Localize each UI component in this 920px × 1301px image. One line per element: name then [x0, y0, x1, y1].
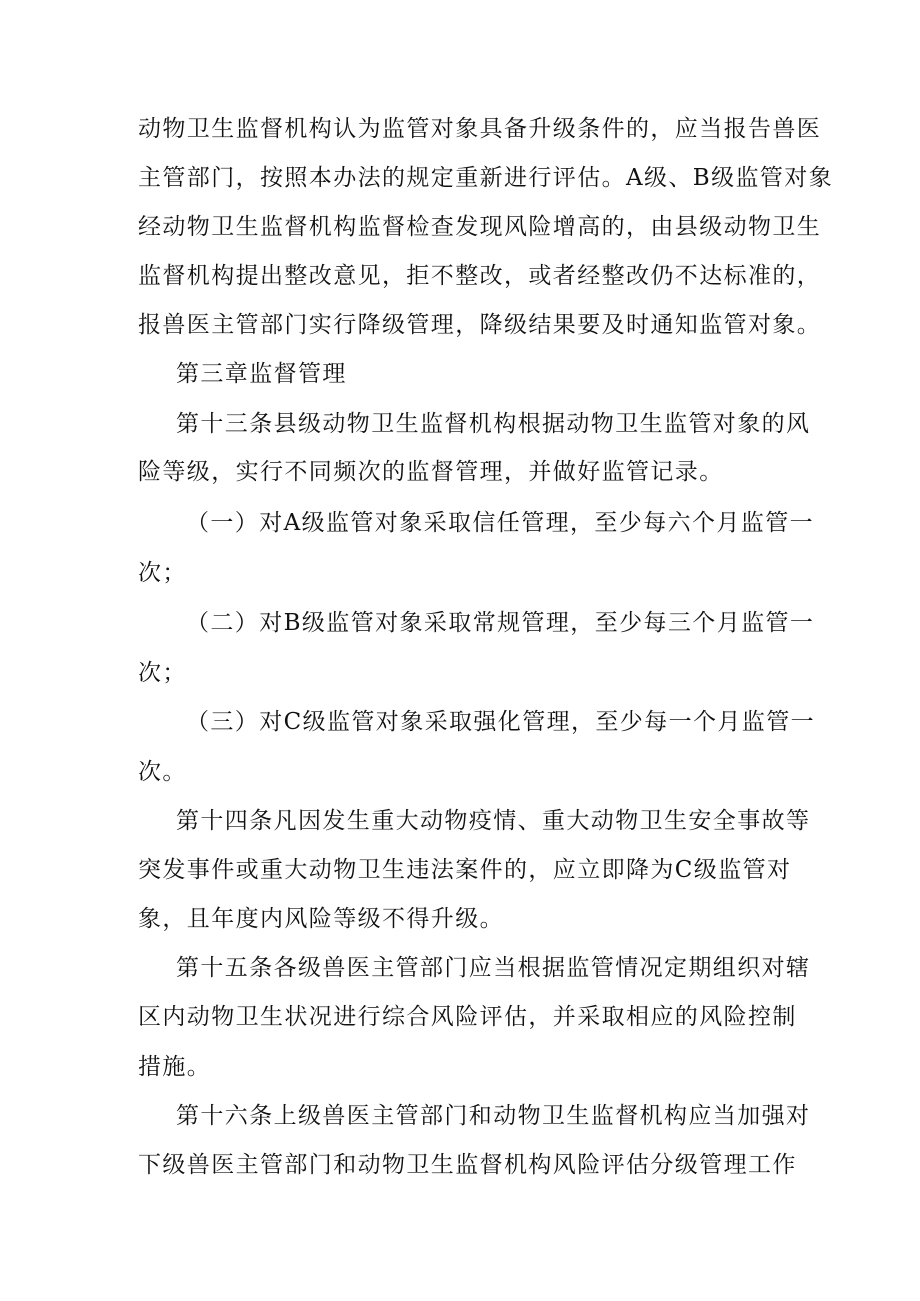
list-item-3: （三）对C级监管对象采取强化管理，至少每一个月监管一 — [186, 709, 815, 735]
text-line: 下级兽医主管部门和动物卫生监督机构风险评估分级管理工作 — [138, 1152, 797, 1178]
text-line: 次； — [138, 560, 187, 586]
text-line: 经动物卫生监督机构监督检查发现风险增高的，由县级动物卫生 — [138, 214, 822, 240]
article-16-line: 第十六条上级兽医主管部门和动物卫生监督机构应当加强对 — [176, 1103, 811, 1129]
text-line: 主管部门，按照本办法的规定重新进行评估。A级、B级监管对象 — [138, 165, 834, 191]
text-line: 动物卫生监督机构认为监管对象具备升级条件的，应当报告兽医 — [138, 116, 822, 142]
text-line: 报兽医主管部门实行降级管理，降级结果要及时通知监管对象。 — [138, 312, 822, 338]
list-item-2: （二）对B级监管对象采取常规管理，至少每三个月监管一 — [186, 610, 815, 636]
text-line: 措施。 — [138, 1054, 212, 1080]
list-item-1: （一）对A级监管对象采取信任管理，至少每六个月监管一 — [186, 510, 815, 536]
text-line: 区内动物卫生状况进行综合风险评估，并采取相应的风险控制 — [138, 1004, 797, 1030]
text-line: 监督机构提出整改意见，拒不整改，或者经整改仍不达标准的， — [138, 263, 822, 289]
text-line: 险等级，实行不同频次的监督管理，并做好监管记录。 — [138, 459, 724, 485]
text-line: 象，且年度内风险等级不得升级。 — [138, 906, 504, 932]
article-15-line: 第十五条各级兽医主管部门应当根据监管情况定期组织对辖 — [176, 955, 811, 981]
text-line: 突发事件或重大动物卫生违法案件的，应立即降为C级监管对 — [138, 857, 792, 883]
chapter-heading: 第三章监督管理 — [176, 361, 347, 387]
article-13-line: 第十三条县级动物卫生监督机构根据动物卫生监管对象的风 — [176, 411, 811, 437]
text-line: 次； — [138, 660, 187, 686]
text-line: 次。 — [138, 759, 187, 785]
article-14-line: 第十四条凡因发生重大动物疫情、重大动物卫生安全事故等 — [176, 808, 811, 834]
